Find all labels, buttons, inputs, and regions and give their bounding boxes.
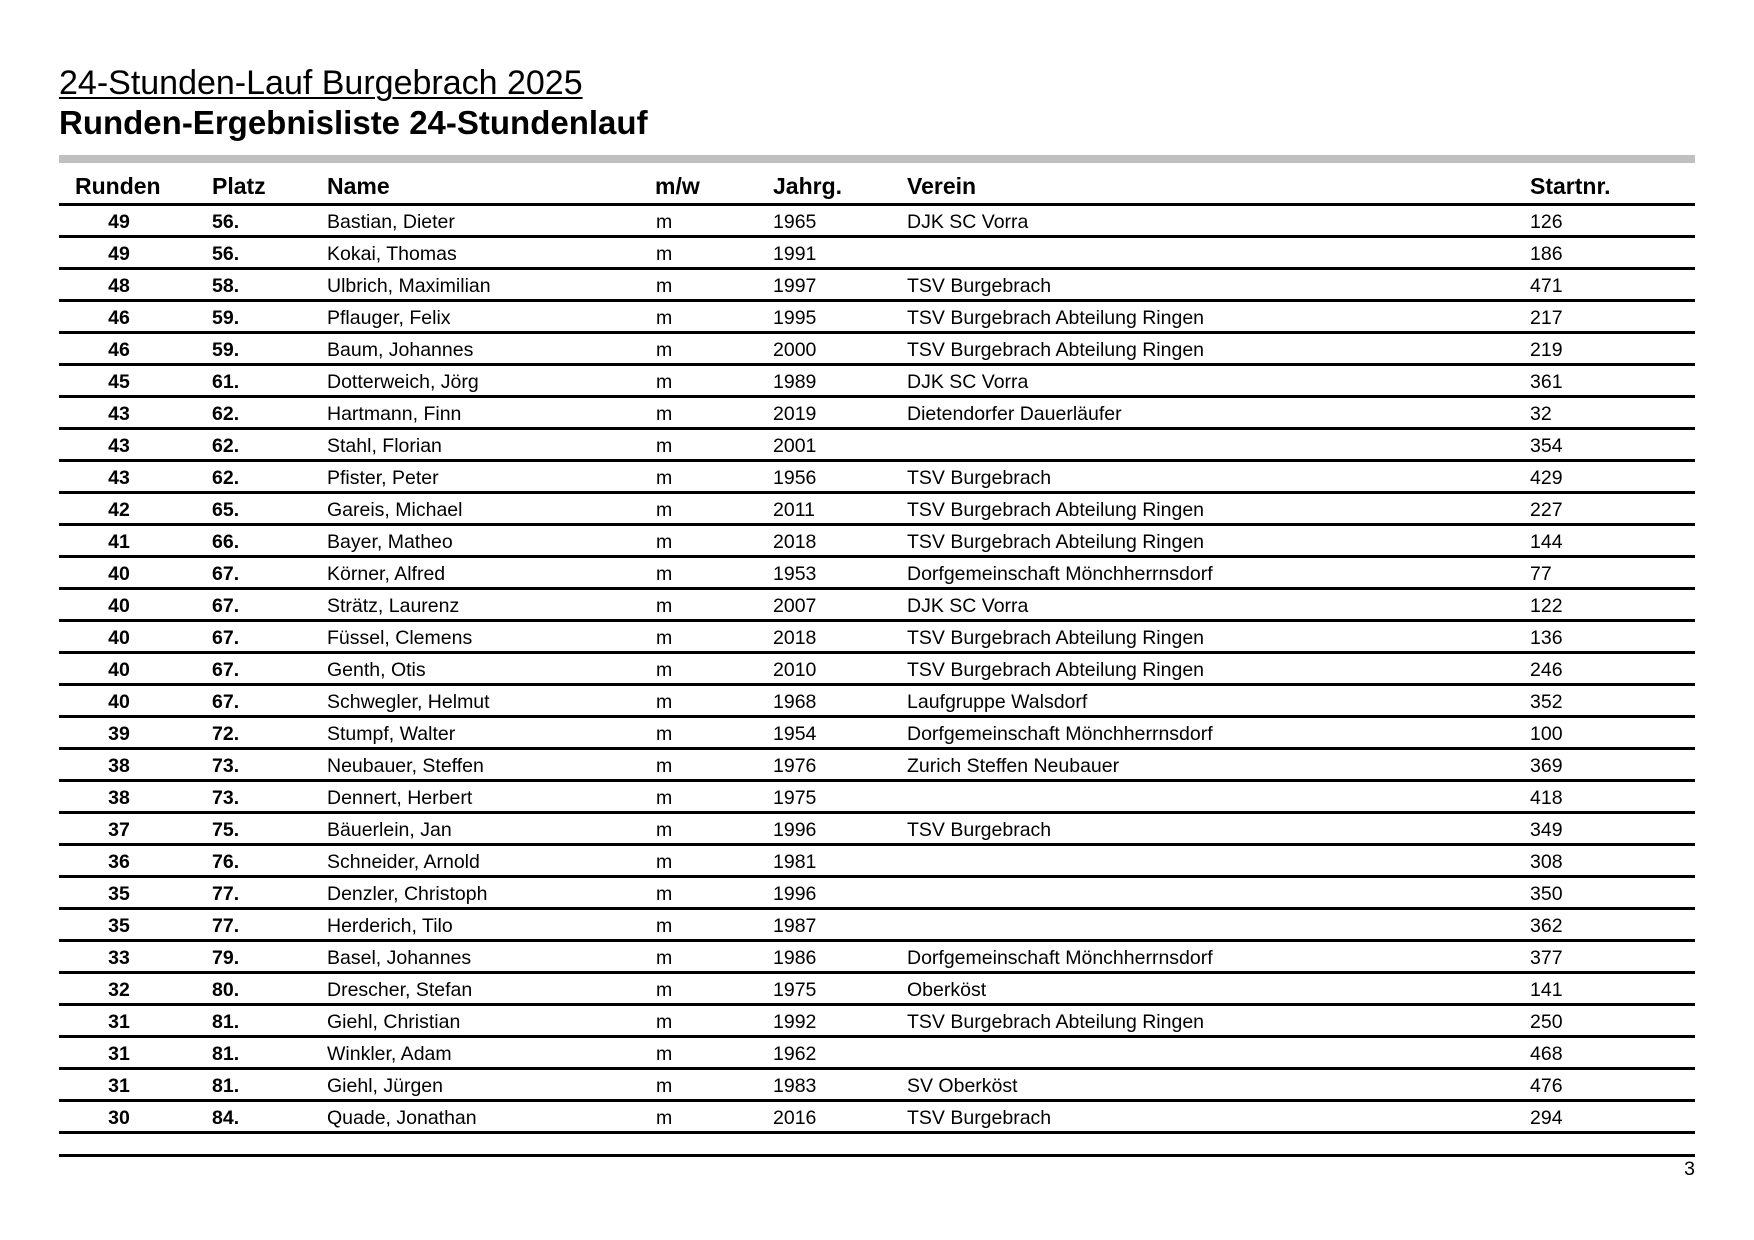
cell-platz: 56. (212, 211, 240, 233)
cell-jahrg: 1986 (773, 947, 817, 969)
cell-jahrg: 1981 (773, 851, 817, 873)
cell-platz: 73. (212, 755, 240, 777)
cell-startnr: 418 (1530, 787, 1563, 809)
cell-jahrg: 2018 (773, 627, 817, 649)
cell-mw: m (656, 339, 673, 361)
table-row (59, 1038, 1695, 1070)
table-row (59, 238, 1695, 270)
cell-verein: Dietendorfer Dauerläufer (907, 403, 1122, 425)
cell-name: Giehl, Christian (327, 1011, 461, 1033)
cell-name: Giehl, Jürgen (327, 1075, 443, 1097)
cell-startnr: 217 (1530, 307, 1563, 329)
cell-runden: 38 (108, 787, 130, 809)
cell-mw: m (656, 371, 673, 393)
cell-platz: 62. (212, 403, 240, 425)
cell-name: Pfister, Peter (327, 467, 439, 489)
cell-mw: m (656, 915, 673, 937)
cell-startnr: 294 (1530, 1107, 1563, 1129)
cell-name: Dennert, Herbert (327, 787, 473, 809)
cell-runden: 41 (108, 531, 130, 553)
cell-startnr: 219 (1530, 339, 1563, 361)
cell-jahrg: 2016 (773, 1107, 817, 1129)
cell-platz: 77. (212, 883, 240, 905)
cell-jahrg: 1975 (773, 787, 817, 809)
cell-name: Herderich, Tilo (327, 915, 453, 937)
cell-platz: 81. (212, 1011, 240, 1033)
cell-verein: TSV Burgebrach Abteilung Ringen (907, 531, 1205, 553)
cell-name: Drescher, Stefan (327, 979, 473, 1001)
cell-startnr: 141 (1530, 979, 1563, 1001)
cell-name: Kokai, Thomas (327, 243, 457, 265)
cell-jahrg: 1997 (773, 275, 817, 297)
cell-name: Strätz, Laurenz (327, 595, 460, 617)
cell-platz: 81. (212, 1043, 240, 1065)
cell-runden: 43 (108, 403, 130, 425)
cell-platz: 66. (212, 531, 240, 553)
table-row (59, 686, 1695, 718)
cell-verein: TSV Burgebrach Abteilung Ringen (907, 307, 1205, 329)
cell-verein: TSV Burgebrach Abteilung Ringen (907, 659, 1205, 681)
cell-jahrg: 1965 (773, 211, 817, 233)
cell-verein: TSV Burgebrach Abteilung Ringen (907, 499, 1205, 521)
cell-platz: 58. (212, 275, 240, 297)
cell-name: Baum, Johannes (327, 339, 474, 361)
cell-jahrg: 1996 (773, 883, 817, 905)
cell-verein: TSV Burgebrach (907, 467, 1052, 489)
cell-name: Genth, Otis (327, 659, 426, 681)
table-row (59, 494, 1695, 526)
cell-startnr: 369 (1530, 755, 1563, 777)
cell-runden: 43 (108, 467, 130, 489)
cell-startnr: 362 (1530, 915, 1563, 937)
cell-platz: 84. (212, 1107, 240, 1129)
cell-runden: 38 (108, 755, 130, 777)
cell-mw: m (656, 659, 673, 681)
table-row (59, 462, 1695, 494)
header-divider-bar (59, 155, 1695, 163)
cell-runden: 45 (108, 371, 130, 393)
cell-platz: 62. (212, 467, 240, 489)
cell-runden: 46 (108, 307, 130, 329)
cell-name: Bastian, Dieter (327, 211, 455, 233)
cell-runden: 39 (108, 723, 130, 745)
cell-mw: m (656, 1107, 673, 1129)
cell-jahrg: 2010 (773, 659, 817, 681)
cell-jahrg: 1976 (773, 755, 817, 777)
cell-verein: DJK SC Vorra (907, 371, 1029, 393)
cell-runden: 46 (108, 339, 130, 361)
cell-jahrg: 1992 (773, 1011, 817, 1033)
cell-runden: 33 (108, 947, 130, 969)
cell-startnr: 361 (1530, 371, 1563, 393)
cell-jahrg: 2000 (773, 339, 817, 361)
cell-name: Hartmann, Finn (327, 403, 462, 425)
cell-runden: 43 (108, 435, 130, 457)
cell-mw: m (656, 851, 673, 873)
cell-mw: m (656, 403, 673, 425)
cell-verein: Dorfgemeinschaft Mönchherrnsdorf (907, 563, 1213, 585)
cell-jahrg: 2018 (773, 531, 817, 553)
table-row (59, 398, 1695, 430)
cell-startnr: 227 (1530, 499, 1563, 521)
cell-startnr: 136 (1530, 627, 1563, 649)
cell-runden: 36 (108, 851, 130, 873)
cell-platz: 56. (212, 243, 240, 265)
cell-startnr: 100 (1530, 723, 1563, 745)
cell-runden: 31 (108, 1075, 130, 1097)
cell-runden: 49 (108, 243, 130, 265)
table-row (59, 430, 1695, 462)
cell-verein: SV Oberköst (907, 1075, 1018, 1097)
cell-mw: m (656, 467, 673, 489)
cell-runden: 40 (108, 691, 130, 713)
cell-name: Füssel, Clemens (327, 627, 473, 649)
cell-jahrg: 2001 (773, 435, 817, 457)
cell-jahrg: 1975 (773, 979, 817, 1001)
table-row (59, 846, 1695, 878)
cell-startnr: 122 (1530, 595, 1563, 617)
document-subtitle: Runden-Ergebnisliste 24-Stundenlauf (59, 104, 648, 141)
table-row (59, 558, 1695, 590)
cell-platz: 67. (212, 627, 240, 649)
cell-runden: 37 (108, 819, 130, 841)
cell-verein: TSV Burgebrach (907, 275, 1052, 297)
cell-jahrg: 1954 (773, 723, 817, 745)
cell-verein: TSV Burgebrach Abteilung Ringen (907, 1011, 1205, 1033)
cell-platz: 67. (212, 659, 240, 681)
table-end-rule (59, 1134, 1695, 1157)
cell-mw: m (656, 819, 673, 841)
cell-startnr: 471 (1530, 275, 1563, 297)
cell-verein: Zurich Steffen Neubauer (907, 755, 1120, 777)
cell-jahrg: 2011 (773, 499, 815, 521)
cell-runden: 40 (108, 595, 130, 617)
cell-startnr: 77 (1530, 563, 1552, 585)
cell-platz: 75. (212, 819, 240, 841)
cell-jahrg: 1996 (773, 819, 817, 841)
cell-name: Körner, Alfred (327, 563, 446, 585)
cell-name: Bäuerlein, Jan (327, 819, 452, 841)
cell-mw: m (656, 563, 673, 585)
cell-runden: 30 (108, 1107, 130, 1129)
cell-platz: 62. (212, 435, 240, 457)
cell-mw: m (656, 1075, 673, 1097)
cell-startnr: 250 (1530, 1011, 1563, 1033)
cell-startnr: 377 (1530, 947, 1563, 969)
page-number: 3 (1684, 1158, 1695, 1180)
table-row (59, 270, 1695, 302)
cell-jahrg: 1953 (773, 563, 817, 585)
cell-runden: 31 (108, 1043, 130, 1065)
cell-runden: 32 (108, 979, 130, 1001)
cell-platz: 67. (212, 691, 240, 713)
cell-mw: m (656, 531, 673, 553)
cell-name: Pflauger, Felix (327, 307, 451, 329)
cell-startnr: 352 (1530, 691, 1563, 713)
cell-mw: m (656, 1043, 673, 1065)
cell-platz: 59. (212, 307, 240, 329)
cell-mw: m (656, 275, 673, 297)
cell-platz: 59. (212, 339, 240, 361)
cell-startnr: 32 (1530, 403, 1552, 425)
cell-runden: 40 (108, 627, 130, 649)
cell-startnr: 429 (1530, 467, 1563, 489)
cell-platz: 80. (212, 979, 240, 1001)
cell-jahrg: 1968 (773, 691, 817, 713)
cell-platz: 73. (212, 787, 240, 809)
cell-verein: DJK SC Vorra (907, 595, 1029, 617)
document-title: 24-Stunden-Lauf Burgebrach 2025 (59, 64, 583, 102)
cell-platz: 67. (212, 563, 240, 585)
column-header-startnr: Startnr. (1530, 173, 1611, 199)
cell-name: Bayer, Matheo (327, 531, 453, 553)
cell-name: Quade, Jonathan (327, 1107, 477, 1129)
cell-startnr: 186 (1530, 243, 1563, 265)
cell-verein: Oberköst (907, 979, 987, 1001)
cell-name: Schneider, Arnold (327, 851, 480, 873)
cell-mw: m (656, 787, 673, 809)
table-row (59, 366, 1695, 398)
cell-platz: 65. (212, 499, 240, 521)
cell-runden: 35 (108, 883, 130, 905)
cell-mw: m (656, 883, 673, 905)
cell-verein: Laufgruppe Walsdorf (907, 691, 1088, 713)
table-row (59, 1006, 1695, 1038)
table-row (59, 878, 1695, 910)
table-row (59, 1102, 1695, 1134)
cell-startnr: 308 (1530, 851, 1563, 873)
cell-verein: Dorfgemeinschaft Mönchherrnsdorf (907, 947, 1213, 969)
cell-jahrg: 1995 (773, 307, 817, 329)
cell-startnr: 144 (1530, 531, 1563, 553)
cell-jahrg: 1987 (773, 915, 817, 937)
cell-name: Neubauer, Steffen (327, 755, 484, 777)
table-row (59, 622, 1695, 654)
cell-jahrg: 1956 (773, 467, 817, 489)
table-row (59, 814, 1695, 846)
cell-mw: m (656, 691, 673, 713)
results-table (59, 170, 1695, 1157)
cell-runden: 40 (108, 659, 130, 681)
cell-mw: m (656, 723, 673, 745)
cell-name: Ulbrich, Maximilian (327, 275, 491, 297)
cell-jahrg: 1962 (773, 1043, 817, 1065)
cell-jahrg: 1983 (773, 1075, 817, 1097)
cell-verein: TSV Burgebrach (907, 819, 1052, 841)
cell-platz: 77. (212, 915, 240, 937)
table-row (59, 974, 1695, 1006)
table-row (59, 526, 1695, 558)
cell-startnr: 350 (1530, 883, 1563, 905)
column-header-name: Name (327, 173, 390, 199)
table-row (59, 654, 1695, 686)
column-header-verein: Verein (907, 173, 977, 199)
cell-mw: m (656, 1011, 673, 1033)
table-row (59, 910, 1695, 942)
cell-startnr: 126 (1530, 211, 1563, 233)
table-row (59, 590, 1695, 622)
cell-platz: 61. (212, 371, 240, 393)
cell-name: Stumpf, Walter (327, 723, 456, 745)
cell-verein: TSV Burgebrach Abteilung Ringen (907, 627, 1205, 649)
cell-startnr: 476 (1530, 1075, 1563, 1097)
cell-jahrg: 1989 (773, 371, 817, 393)
table-row (59, 206, 1695, 238)
table-row (59, 782, 1695, 814)
table-row (59, 302, 1695, 334)
cell-platz: 67. (212, 595, 240, 617)
cell-platz: 72. (212, 723, 240, 745)
cell-verein: Dorfgemeinschaft Mönchherrnsdorf (907, 723, 1213, 745)
cell-name: Stahl, Florian (327, 435, 442, 457)
cell-mw: m (656, 595, 673, 617)
cell-platz: 76. (212, 851, 240, 873)
cell-mw: m (656, 947, 673, 969)
cell-mw: m (656, 499, 673, 521)
column-header-jahrg: Jahrg. (773, 173, 843, 199)
cell-verein: DJK SC Vorra (907, 211, 1029, 233)
table-row (59, 1070, 1695, 1102)
cell-name: Winkler, Adam (327, 1043, 452, 1065)
cell-name: Basel, Johannes (327, 947, 472, 969)
table-row (59, 334, 1695, 366)
cell-runden: 31 (108, 1011, 130, 1033)
column-header-runden: Runden (75, 173, 161, 199)
cell-startnr: 349 (1530, 819, 1563, 841)
cell-mw: m (656, 307, 673, 329)
cell-jahrg: 2007 (773, 595, 817, 617)
cell-startnr: 246 (1530, 659, 1563, 681)
cell-jahrg: 1991 (773, 243, 817, 265)
cell-name: Denzler, Christoph (327, 883, 488, 905)
cell-name: Gareis, Michael (327, 499, 463, 521)
cell-platz: 81. (212, 1075, 240, 1097)
table-header (59, 170, 1695, 206)
table-row (59, 750, 1695, 782)
cell-name: Schwegler, Helmut (327, 691, 490, 713)
cell-mw: m (656, 435, 673, 457)
column-header-platz: Platz (212, 173, 266, 199)
cell-mw: m (656, 627, 673, 649)
column-header-mw: m/w (655, 173, 700, 199)
cell-startnr: 354 (1530, 435, 1563, 457)
cell-mw: m (656, 979, 673, 1001)
cell-mw: m (656, 211, 673, 233)
cell-runden: 42 (108, 499, 130, 521)
cell-verein: TSV Burgebrach Abteilung Ringen (907, 339, 1205, 361)
table-row (59, 718, 1695, 750)
cell-verein: TSV Burgebrach (907, 1107, 1052, 1129)
cell-jahrg: 2019 (773, 403, 817, 425)
cell-runden: 35 (108, 915, 130, 937)
cell-runden: 49 (108, 211, 130, 233)
cell-runden: 48 (108, 275, 130, 297)
cell-startnr: 468 (1530, 1043, 1563, 1065)
cell-mw: m (656, 243, 673, 265)
cell-mw: m (656, 755, 673, 777)
cell-name: Dotterweich, Jörg (327, 371, 479, 393)
table-body (59, 206, 1695, 1134)
table-row (59, 942, 1695, 974)
cell-runden: 40 (108, 563, 130, 585)
cell-platz: 79. (212, 947, 240, 969)
